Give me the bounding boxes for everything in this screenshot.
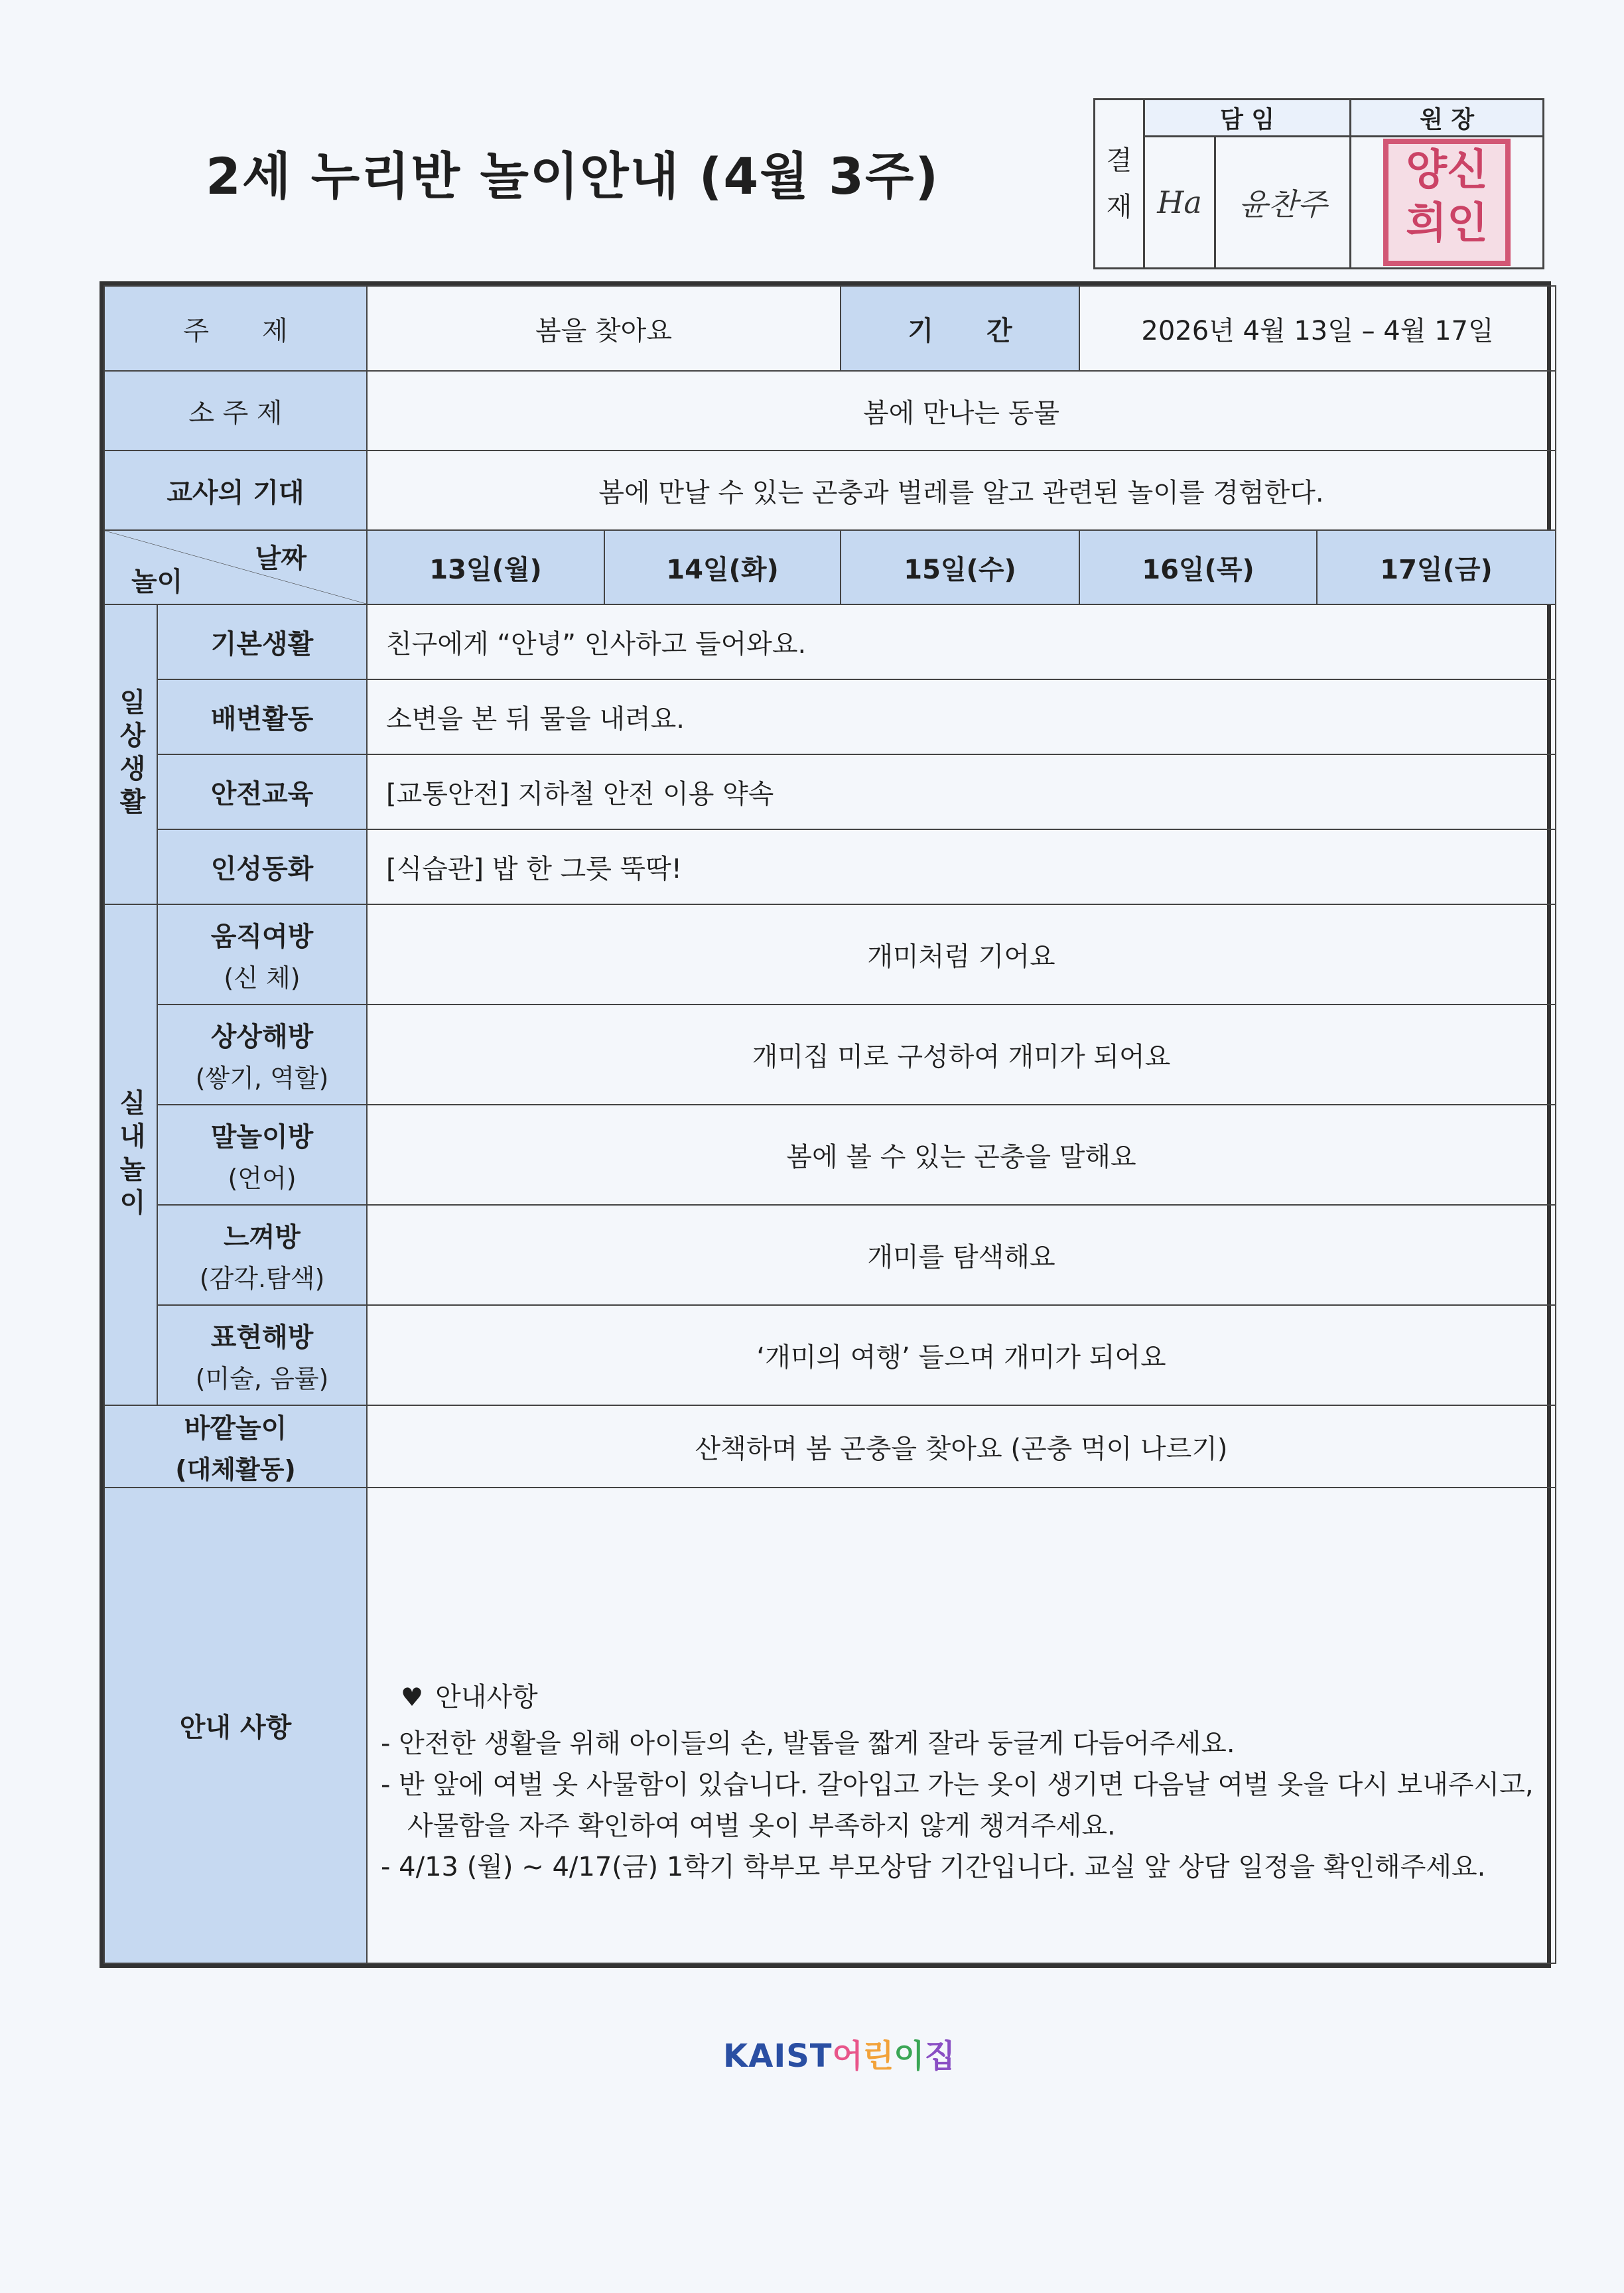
director-header: 원 장	[1351, 100, 1544, 137]
outdoor-value: 산책하며 봄 곤충을 찾아요 (곤충 먹이 나르기)	[367, 1405, 1556, 1488]
indoor-group-label: 실내놀이	[104, 904, 157, 1405]
day-header-wed: 15일(수)	[841, 530, 1079, 604]
indoor-row-label	[157, 1205, 367, 1305]
heart-icon: ♥	[401, 1682, 424, 1712]
subtheme-value: 봄에 만나는 동물	[367, 371, 1556, 451]
daily-life-row-label: 인성동화	[157, 829, 367, 904]
approval-label-top: 결	[1106, 145, 1132, 176]
notice-item: - 안전한 생활을 위해 아이들의 손, 발톱을 짧게 잘라 둥글게 다듬어주세요.	[381, 1728, 1235, 1759]
teacher-signature-1: Ha	[1144, 137, 1215, 269]
daily-life-row-value: [교통안전] 지하철 안전 이용 약속	[367, 754, 1556, 829]
indoor-row-title: 말놀이방	[210, 1121, 314, 1152]
indoor-row-sub: (미술, 음률)	[195, 1363, 329, 1393]
approval-label-bottom: 재	[1106, 192, 1132, 222]
notice-content	[367, 1488, 1556, 1963]
homeroom-teacher-header: 담 임	[1144, 100, 1351, 137]
day-header-thu: 16일(목)	[1079, 530, 1317, 604]
kaist-kindergarten-logo	[723, 2030, 955, 2076]
indoor-row-label	[157, 904, 367, 1005]
day-header-mon: 13일(월)	[367, 530, 604, 604]
day-header-tue: 14일(화)	[604, 530, 841, 604]
daily-life-row-value: [식습관] 밥 한 그릇 뚝딱!	[367, 829, 1556, 904]
play-label: 놀이	[131, 567, 183, 597]
notice-item: - 4/13 (월) ~ 4/17(금) 1학기 학부모 부모상담 기간입니다. 교실 앞 상담 일정을 확인해주세요.	[381, 1851, 1486, 1882]
period-label: 기 간	[841, 286, 1079, 371]
logo-char: 이	[894, 2038, 925, 2075]
indoor-row-title: 상상해방	[210, 1021, 314, 1052]
notice-heading-line	[381, 1677, 1543, 1718]
approval-box	[1093, 98, 1544, 269]
date-label: 날짜	[255, 543, 306, 574]
indoor-row-sub: (감각.탐색)	[199, 1263, 325, 1293]
indoor-row-title: 느껴방	[224, 1221, 301, 1253]
page-title: 2세 누리반 놀이안내 (4월 3주)	[206, 147, 940, 206]
logo-char: 어	[832, 2038, 863, 2075]
indoor-row-sub: (언어)	[228, 1163, 297, 1193]
indoor-row-value: 봄에 볼 수 있는 곤충을 말해요	[367, 1105, 1556, 1205]
indoor-row-title: 표현해방	[210, 1322, 314, 1353]
indoor-row-value: 개미처럼 기어요	[367, 904, 1556, 1005]
subtheme-label: 소 주 제	[104, 371, 367, 451]
notice-item: - 반 앞에 여벌 옷 사물함이 있습니다. 갈아입고 가는 옷이 생기면 다음날 여벌 옷을 다시 보내주시고, 사물함을 자주 확인하여 여벌 옷이 부족하지 않게 챙겨주세요.	[381, 1769, 1534, 1841]
theme-value: 봄을 찾아요	[367, 286, 841, 371]
indoor-row-label	[157, 1105, 367, 1205]
teacher-signature-2: 윤찬주	[1215, 137, 1351, 269]
daily-life-row-value: 친구에게 “안녕” 인사하고 들어와요.	[367, 604, 1556, 679]
period-value: 2026년 4월 13일 – 4월 17일	[1079, 286, 1556, 371]
date-play-corner	[104, 530, 367, 604]
daily-life-row-label: 배변활동	[157, 679, 367, 754]
daily-life-row-value: 소변을 본 뒤 물을 내려요.	[367, 679, 1556, 754]
teacher-expectation-label: 교사의 기대	[104, 451, 367, 530]
daily-life-group-label: 일상생활	[104, 604, 157, 904]
indoor-row-value: 개미를 탐색해요	[367, 1205, 1556, 1305]
indoor-row-value: ‘개미의 여행’ 들으며 개미가 되어요	[367, 1305, 1556, 1405]
teacher-expectation-value: 봄에 만날 수 있는 곤충과 벌레를 알고 관련된 놀이를 경험한다.	[367, 451, 1556, 530]
day-header-fri: 17일(금)	[1317, 530, 1556, 604]
notice-label: 안내 사항	[104, 1488, 367, 1963]
indoor-row-sub: (신 체)	[224, 963, 301, 993]
director-stamp: 양신희인	[1383, 139, 1511, 266]
indoor-row-sub: (쌓기, 역할)	[195, 1063, 329, 1093]
approval-label	[1095, 100, 1144, 269]
indoor-row-value: 개미집 미로 구성하여 개미가 되어요	[367, 1005, 1556, 1105]
notice-heading: 안내사항	[435, 1681, 538, 1712]
logo-char: 린	[862, 2038, 894, 2075]
outdoor-title: 바깥놀이	[184, 1413, 287, 1444]
logo-brand: KAIST	[723, 2038, 833, 2075]
outdoor-sub: (대체활동)	[175, 1455, 296, 1484]
indoor-row-label	[157, 1005, 367, 1105]
indoor-row-title: 움직여방	[210, 921, 314, 952]
theme-label: 주 제	[104, 286, 367, 371]
logo-char: 집	[924, 2038, 956, 2075]
daily-life-row-label: 기본생활	[157, 604, 367, 679]
director-stamp-cell	[1351, 137, 1544, 269]
outdoor-label	[104, 1405, 367, 1488]
daily-life-row-label: 안전교육	[157, 754, 367, 829]
indoor-row-label	[157, 1305, 367, 1405]
plan-table	[100, 281, 1551, 1968]
